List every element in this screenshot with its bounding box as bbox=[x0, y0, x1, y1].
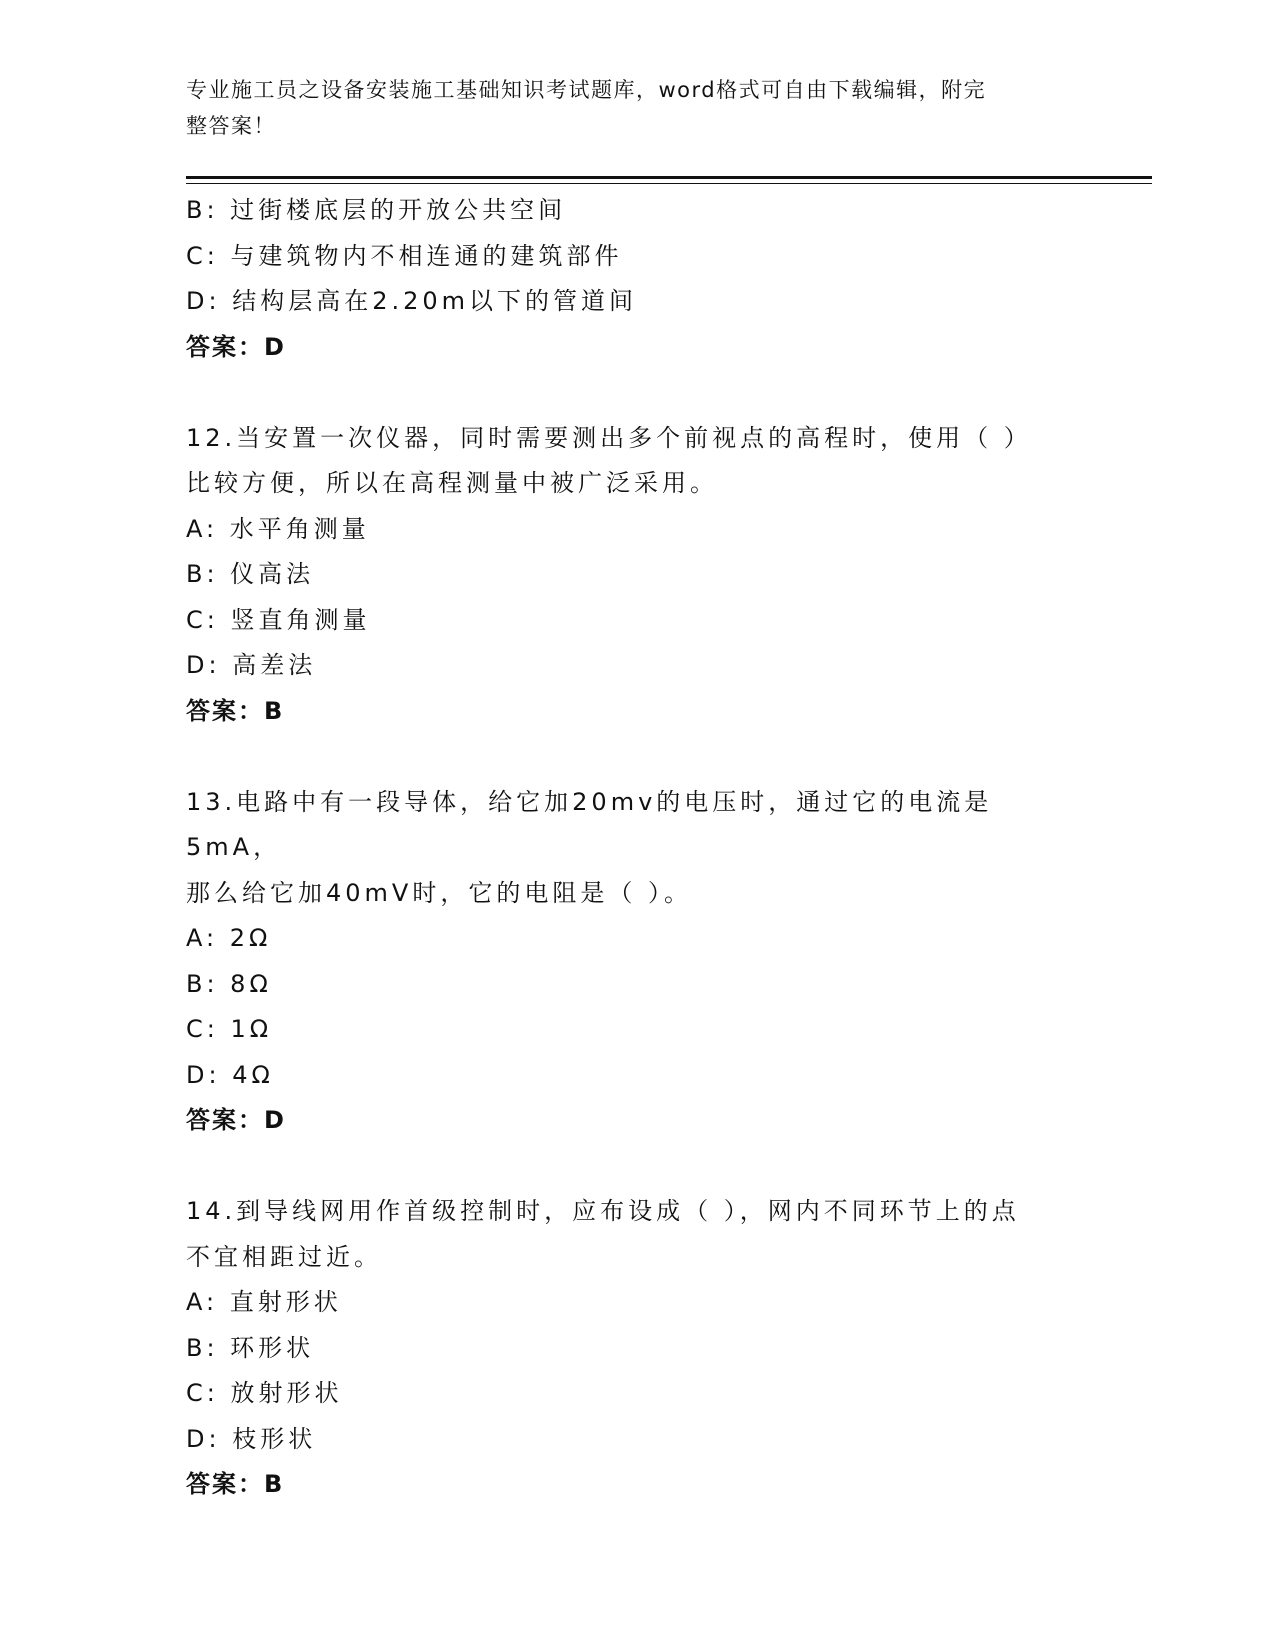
question-stem-line-1: 13.电路中有一段导体，给它加20mv的电压时，通过它的电流是5mA， bbox=[186, 787, 993, 861]
spacer bbox=[186, 370, 1086, 416]
option-d: D: 高差法 bbox=[186, 651, 317, 679]
spacer bbox=[186, 734, 1086, 780]
option-d: D: 结构层高在2.20m以下的管道间 bbox=[186, 287, 638, 315]
option-b: B: 环形状 bbox=[186, 1333, 315, 1362]
question-list bbox=[186, 188, 1086, 1508]
option-b: B: 8Ω bbox=[186, 969, 272, 998]
header-rule-thin bbox=[186, 183, 1152, 184]
answer-line: 答案：B bbox=[186, 696, 285, 725]
option-b: B: 仪高法 bbox=[186, 560, 315, 588]
question-stem-line-2: 不宜相距过近。 bbox=[186, 1242, 382, 1271]
option-d: D: 4Ω bbox=[186, 1060, 274, 1089]
option-a: A: 水平角测量 bbox=[186, 514, 370, 543]
spacer bbox=[186, 1144, 1086, 1190]
question-stem-line-1: 12.当安置一次仪器，同时需要测出多个前视点的高程时，使用（ ） bbox=[186, 423, 1032, 452]
question-stem-line-1: 14.到导线网用作首级控制时，应布设成（ ），网内不同环节上的点 bbox=[186, 1197, 1020, 1225]
option-a: A: 2Ω bbox=[186, 924, 272, 952]
question-stem-line-2: 那么给它加40mV时，它的电阻是（ ）。 bbox=[186, 878, 692, 907]
question-13 bbox=[186, 780, 1086, 1144]
answer-line: 答案：D bbox=[186, 332, 286, 361]
option-d: D: 枝形状 bbox=[186, 1424, 317, 1453]
option-a: A: 直射形状 bbox=[186, 1288, 342, 1316]
header-rule-thick bbox=[186, 176, 1152, 179]
option-c: C: 放射形状 bbox=[186, 1379, 343, 1407]
answer-line: 答案：B bbox=[186, 1470, 285, 1498]
option-c: C: 与建筑物内不相连通的建筑部件 bbox=[186, 241, 623, 270]
document-header bbox=[186, 72, 1066, 144]
header-line-2: 整答案！ bbox=[186, 114, 276, 138]
option-c: C: 竖直角测量 bbox=[186, 605, 371, 634]
question-11-continued bbox=[186, 188, 1086, 370]
answer-line: 答案：D bbox=[186, 1106, 286, 1134]
question-14 bbox=[186, 1189, 1086, 1508]
option-b: B: 过街楼底层的开放公共空间 bbox=[186, 196, 567, 224]
question-stem-line-2: 比较方便，所以在高程测量中被广泛采用。 bbox=[186, 469, 718, 497]
question-12 bbox=[186, 416, 1086, 735]
header-line-1: 专业施工员之设备安装施工基础知识考试题库，word格式可自由下载编辑，附完 bbox=[186, 78, 987, 102]
option-c: C: 1Ω bbox=[186, 1015, 273, 1043]
